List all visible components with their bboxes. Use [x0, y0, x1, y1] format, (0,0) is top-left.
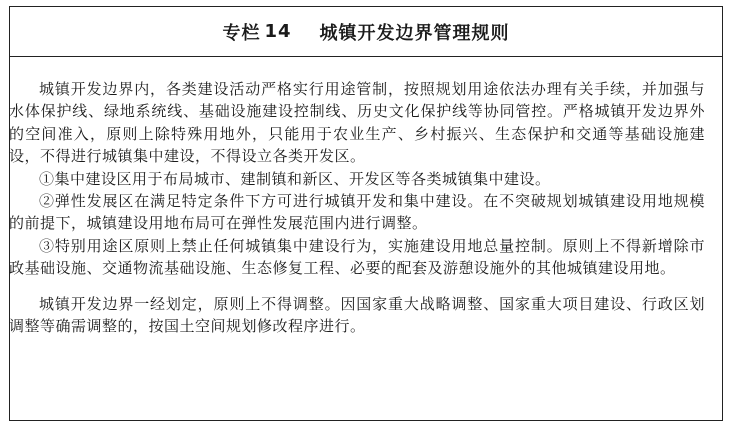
- box-title: [10, 7, 722, 57]
- paragraph-intro: 城镇开发边界内，各类建设活动严格实行用途管制，按照规划用途依法办理有关手续，并加强与水体保护线、绿地系统线、基础设施建设控制线、历史文化保护线等协同管控。严格城镇开发边界外的空间准入，原则上除特殊用地外，只能用于农业生产、乡村振兴、生态保护和交通等基础设施建设，不得进行城镇集中建设，不得设立各类开发区。: [9, 80, 705, 166]
- paragraph-item-3: ③特别用途区原则上禁止任何城镇集中建设行为，实施建设用地总量控制。原则上不得新增除市政基础设施、交通物流基础设施、生态修复工程、必要的配套及游憩设施外的其他城镇建设用地。: [9, 236, 705, 278]
- paragraph-item-2: ②弹性发展区在满足特定条件下方可进行城镇开发和集中建设。在不突破规划城镇建设用地规模的前提下，城镇建设用地布局可在弹性发展范围内进行调整。: [9, 192, 705, 233]
- box-title-prefix: 专栏: [222, 22, 261, 44]
- box-title-number: 14: [264, 21, 292, 42]
- paragraph-closing: 城镇开发边界一经划定，原则上不得调整。因国家重大战略调整、国家重大项目建设、行政区划调整等确需调整的，按国土空间规划修改程序进行。: [9, 294, 705, 336]
- box-title-text: 城镇开发边界管理规则: [319, 22, 510, 44]
- box-content: [9, 78, 705, 337]
- paragraph-item-1: ①集中建设区用于布局城市、建制镇和新区、开发区等各类城镇集中建设。: [39, 169, 551, 188]
